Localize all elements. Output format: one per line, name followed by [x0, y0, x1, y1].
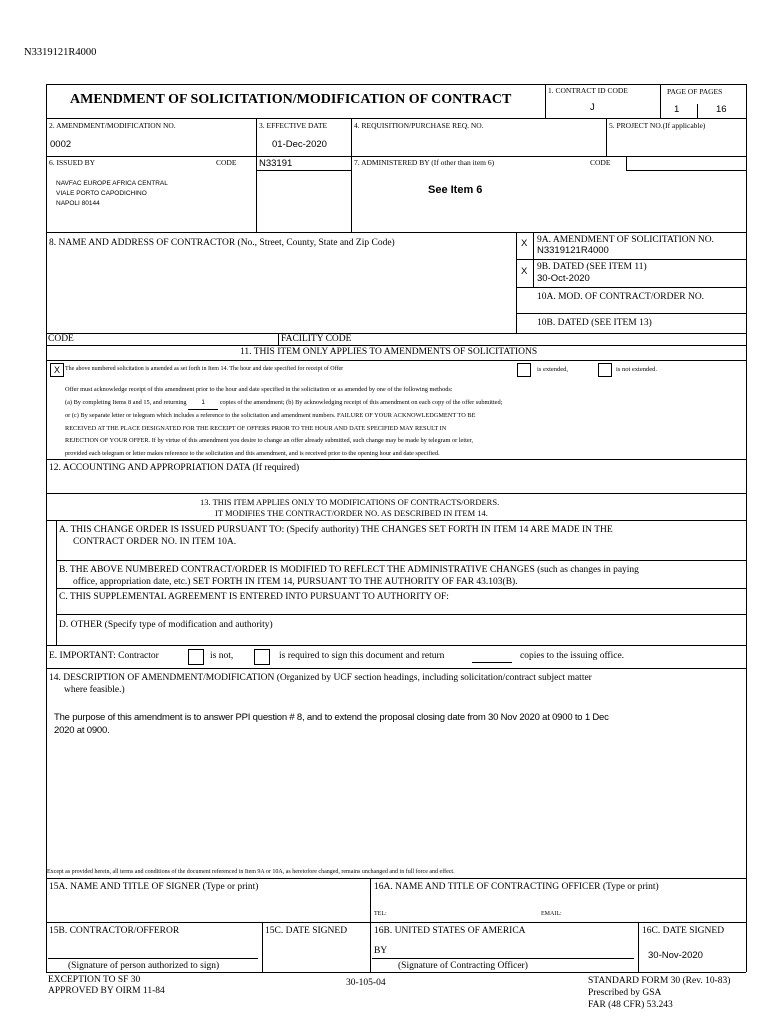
administered-by-value: See Item 6 [428, 184, 483, 196]
document-number: N3319121R4000 [24, 47, 97, 58]
contracting-officer-name-label: 16A. NAME AND TITLE OF CONTRACTING OFFICER (Type or print) [374, 882, 659, 892]
item-13-header-1: 13. THIS ITEM APPLIES ONLY TO MODIFICATIONS OF CONTRACTS/ORDERS. [200, 497, 500, 507]
issued-by-code: N33191 [259, 158, 293, 169]
not-extended-checkbox[interactable] [598, 363, 612, 377]
pages-label: PAGE OF PAGES [667, 87, 723, 96]
9b-label: 9B. DATED (SEE ITEM 11) [537, 262, 647, 272]
important-label: E. IMPORTANT: Contractor [49, 651, 159, 661]
effective-date-value: 01-Dec-2020 [272, 139, 327, 150]
contractor-signature-line[interactable] [48, 958, 258, 959]
issued-by-label: 6. ISSUED BY [49, 158, 96, 167]
item-11-header: 11. THIS ITEM ONLY APPLIES TO AMENDMENTS OF SOLICITATIONS [240, 347, 538, 357]
page-count: 16 [716, 104, 727, 115]
united-states-label: 16B. UNITED STATES OF AMERICA [374, 926, 526, 936]
footer-right: STANDARD FORM 30 (Rev. 10-83) Prescribed by GSA FAR (48 CFR) 53.243 [588, 976, 731, 1010]
by-label: BY [374, 946, 388, 956]
description-label: 14. DESCRIPTION OF AMENDMENT/MODIFICATION (Organized by UCF section headings, including solicitation/contract subject matter where feasible.) [49, 673, 592, 695]
amended-text: The above numbered solicitation is amended as set forth in Item 14. The hour and date specified for receipt of Offer [65, 366, 344, 372]
is-required-label: is required to sign this document and return [279, 651, 445, 661]
officer-signature-caption: (Signature of Contracting Officer) [398, 961, 528, 971]
extended-label: is extended, [537, 366, 569, 373]
form-title: AMENDMENT OF SOLICITATION/MODIFICATION OF CONTRACT [70, 92, 512, 107]
item-13b: B. THE ABOVE NUMBERED CONTRACT/ORDER IS MODIFIED TO REFLECT THE ADMINISTRATIVE CHANGES (such as changes in paying office, appropriation date, etc.) SET FORTH IN ITEM 14, PURSUANT TO THE AUTHORITY OF FAR 43.103(B). [59, 565, 639, 587]
copies-label: copies to the issuing office. [520, 651, 625, 661]
item-13c: C. THIS SUPPLEMENTAL AGREEMENT IS ENTERED INTO PURSUANT TO AUTHORITY OF: [59, 592, 449, 602]
administered-by-code-label: CODE [590, 158, 611, 167]
copies-count: 1 [188, 397, 218, 411]
contractor-signature-caption: (Signature of person authorized to sign) [68, 961, 220, 971]
amendment-no-label: 2. AMENDMENT/MODIFICATION NO. [49, 121, 176, 130]
contractor-address-label: 8. NAME AND ADDRESS OF CONTRACTOR (No., Street, County, State and Zip Code) [49, 238, 395, 248]
officer-date-signed-label: 16C. DATE SIGNED [642, 926, 725, 936]
issued-by-code-label: CODE [216, 158, 237, 167]
9b-mark: X [521, 266, 528, 277]
9a-value: N3319121R4000 [537, 245, 609, 256]
contractor-code-label: CODE [48, 334, 74, 344]
extended-checkbox[interactable] [517, 363, 531, 377]
item-13a: A. THIS CHANGE ORDER IS ISSUED PURSUANT TO: (Specify authority) THE CHANGES SET FORTH IN ITEM 14 ARE MADE IN THE CONTRACT ORDER NO. IN ITEM 10A. [59, 525, 613, 547]
9a-mark: X [521, 238, 528, 249]
9b-value: 30-Oct-2020 [537, 273, 590, 284]
item-13d: D. OTHER (Specify type of modification and authority) [59, 620, 273, 630]
footer-left: EXCEPTION TO SF 30 APPROVED BY OIRM 11-84 [48, 975, 165, 996]
facility-code-label: FACILITY CODE [281, 334, 352, 344]
copies-blank[interactable] [472, 662, 512, 663]
amended-checkbox[interactable]: X [50, 363, 64, 377]
is-not-label: is not, [210, 651, 234, 661]
is-not-checkbox[interactable] [188, 649, 204, 665]
10a-label: 10A. MOD. OF CONTRACT/ORDER NO. [537, 292, 705, 302]
acknowledgment-instructions: Offer must acknowledge receipt of this amendment prior to the hour and date specified in the solicitation or as amended by one of the following methods: (a) By completing Items 8 and 15, and returning 1 copies of the amendment; (b) By acknowledging receipt of this amendment on each copy of the offer submitted; or (c) By separate letter or telegram which includes a reference to the solicitation and amendment numbers. FAILURE OF YOUR ACKNOWLEDGMENT TO BE RECEIVED AT THE PLACE DESIGNATED FOR THE RECEIPT OF OFFERS PRIOR TO THE HOUR AND DATE SPECIFIED MAY RESULT IN REJECTION OF YOUR OFFER. If by virtue of this amendment you desire to change an offer already submitted, such change may be made by telegram or letter, provided each telegram or letter makes reference to the solicitation and this amendment, and is received prior to the opening hour and date specified. [65, 386, 503, 457]
project-no-label: 5. PROJECT NO.(If applicable) [609, 121, 706, 130]
not-extended-label: is not extended. [616, 366, 657, 373]
contract-id-label: 1. CONTRACT ID CODE [548, 86, 628, 95]
amendment-no-value: 0002 [50, 139, 72, 150]
contract-id-value: J [590, 102, 595, 113]
requisition-label: 4. REQUISITION/PURCHASE REQ. NO. [354, 121, 484, 130]
accounting-data-label: 12. ACCOUNTING AND APPROPRIATION DATA (If required) [49, 463, 300, 473]
officer-signature-line[interactable] [372, 958, 634, 959]
email-label: EMAIL: [541, 911, 562, 917]
is-required-checkbox[interactable] [254, 649, 270, 665]
officer-date-signed-value: 30-Nov-2020 [648, 950, 703, 961]
page-number: 1 [674, 104, 680, 115]
footer-form-code: 30-105-04 [346, 978, 386, 988]
description-body: The purpose of this amendment is to answer PPI question # 8, and to extend the proposal closing date from 30 Nov 2020 at 0900 to 1 Dec 2020 at 0900. [54, 712, 609, 736]
10b-label: 10B. DATED (SEE ITEM 13) [537, 318, 652, 328]
contractor-date-signed-label: 15C. DATE SIGNED [265, 926, 348, 936]
tel-label: TEL: [374, 911, 387, 917]
terms-unchanged-note: Except as provided herein, all terms and conditions of the document referenced in Item 9A or 10A, as heretofore changed, remains unchanged and in full force and effect. [47, 869, 455, 875]
administered-by-label: 7. ADMINISTERED BY (If other than item 6) [354, 158, 495, 167]
effective-date-label: 3. EFFECTIVE DATE [259, 121, 328, 130]
contractor-offeror-label: 15B. CONTRACTOR/OFFEROR [49, 926, 180, 936]
item-13-header-2: IT MODIFIES THE CONTRACT/ORDER NO. AS DESCRIBED IN ITEM 14. [215, 508, 488, 518]
signer-name-label: 15A. NAME AND TITLE OF SIGNER (Type or print) [49, 882, 259, 892]
9a-label: 9A. AMENDMENT OF SOLICITATION NO. [537, 235, 714, 245]
issuer-address: NAVFAC EUROPE AFRICA CENTRAL VIALE PORTO CAPODICHINO NAPOLI 80144 [56, 180, 168, 207]
